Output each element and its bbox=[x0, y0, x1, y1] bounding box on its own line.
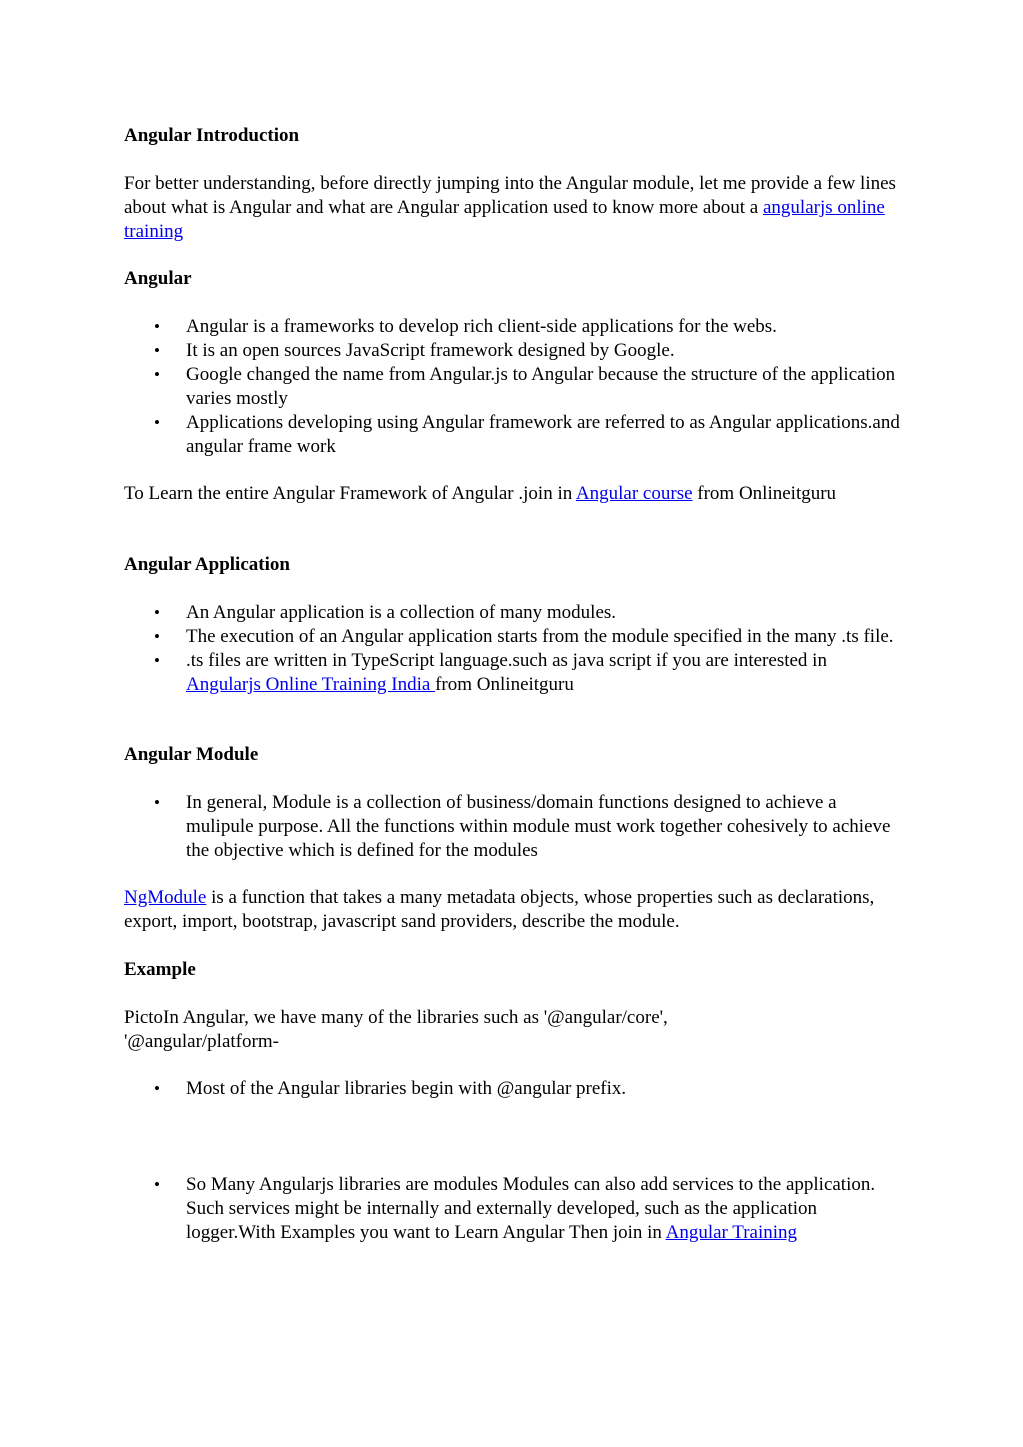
list-item: • Google changed the name from Angular.js to Angular because the structure of the application varies mostly bbox=[124, 363, 904, 411]
learn-text-before: To Learn the entire Angular Framework of Angular .join in bbox=[124, 483, 576, 504]
list-item: • Applications developing using Angular framework are referred to as Angular applications.and angular frame work bbox=[124, 411, 904, 459]
list-item bbox=[124, 1173, 904, 1245]
intro-text: For better understanding, before directly jumping into the Angular module, let me provide a few lines about what is Angular and what are Angular application used to know more about a bbox=[124, 173, 896, 218]
example-line-1: PictoIn Angular, we have many of the libraries such as '@angular/core', bbox=[124, 1007, 668, 1028]
list-item: • It is an open sources JavaScript framework designed by Google. bbox=[124, 339, 904, 363]
example-line-2: '@angular/platform- bbox=[124, 1031, 279, 1052]
list-item: • Most of the Angular libraries begin with @angular prefix. bbox=[124, 1077, 904, 1101]
learn-text-after: from Onlineitguru bbox=[692, 483, 837, 504]
ngmodule-text: is a function that takes a many metadata objects, whose properties such as declarations, export, import, bootstrap, javascript sand providers, describe the module. bbox=[124, 887, 875, 932]
learn-paragraph bbox=[124, 482, 904, 506]
angular-course-link[interactable]: Angular course bbox=[575, 483, 693, 504]
angular-bullet-list bbox=[124, 315, 904, 459]
example-paragraph bbox=[124, 1006, 904, 1054]
module-bullet-list bbox=[124, 791, 904, 863]
example-bullet-list-2 bbox=[124, 1173, 904, 1245]
list-item: • An Angular application is a collection of many modules. bbox=[124, 601, 904, 625]
list-item: • In general, Module is a collection of business/domain functions designed to achieve a mulipule purpose. All the functions within module must work together cohesively to achieve the objective which is defined for the modules bbox=[124, 791, 904, 863]
ts-files-text-after: from Onlineitguru bbox=[435, 674, 574, 695]
list-item bbox=[124, 649, 904, 697]
ts-files-text: .ts files are written in TypeScript language.such as java script if you are interested in bbox=[186, 650, 827, 671]
heading-angular-application: Angular Application bbox=[124, 554, 290, 575]
heading-angular-module: Angular Module bbox=[124, 744, 259, 765]
ngmodule-link[interactable]: NgModule bbox=[124, 887, 207, 908]
heading-angular: Angular bbox=[124, 268, 192, 289]
heading-example: Example bbox=[124, 959, 196, 980]
angular-training-link[interactable]: Angular Training bbox=[665, 1222, 798, 1243]
intro-paragraph bbox=[124, 172, 904, 244]
ngmodule-paragraph bbox=[124, 886, 904, 934]
angularjs-online-training-link[interactable]: angularjs online training bbox=[124, 197, 885, 242]
angularjs-online-training-india-link[interactable]: Angularjs Online Training India bbox=[186, 674, 436, 695]
services-text: So Many Angularjs libraries are modules Modules can also add services to the application. Such services might be internally and externally developed, such as the application logger.With Examples you want to Learn Angular Then join in bbox=[186, 1174, 876, 1243]
example-bullet-list-1 bbox=[124, 1077, 904, 1101]
application-bullet-list bbox=[124, 601, 904, 697]
heading-angular-introduction: Angular Introduction bbox=[124, 125, 300, 146]
list-item: • Angular is a frameworks to develop rich client-side applications for the webs. bbox=[124, 315, 904, 339]
list-item: • The execution of an Angular application starts from the module specified in the many .ts file. bbox=[124, 625, 904, 649]
